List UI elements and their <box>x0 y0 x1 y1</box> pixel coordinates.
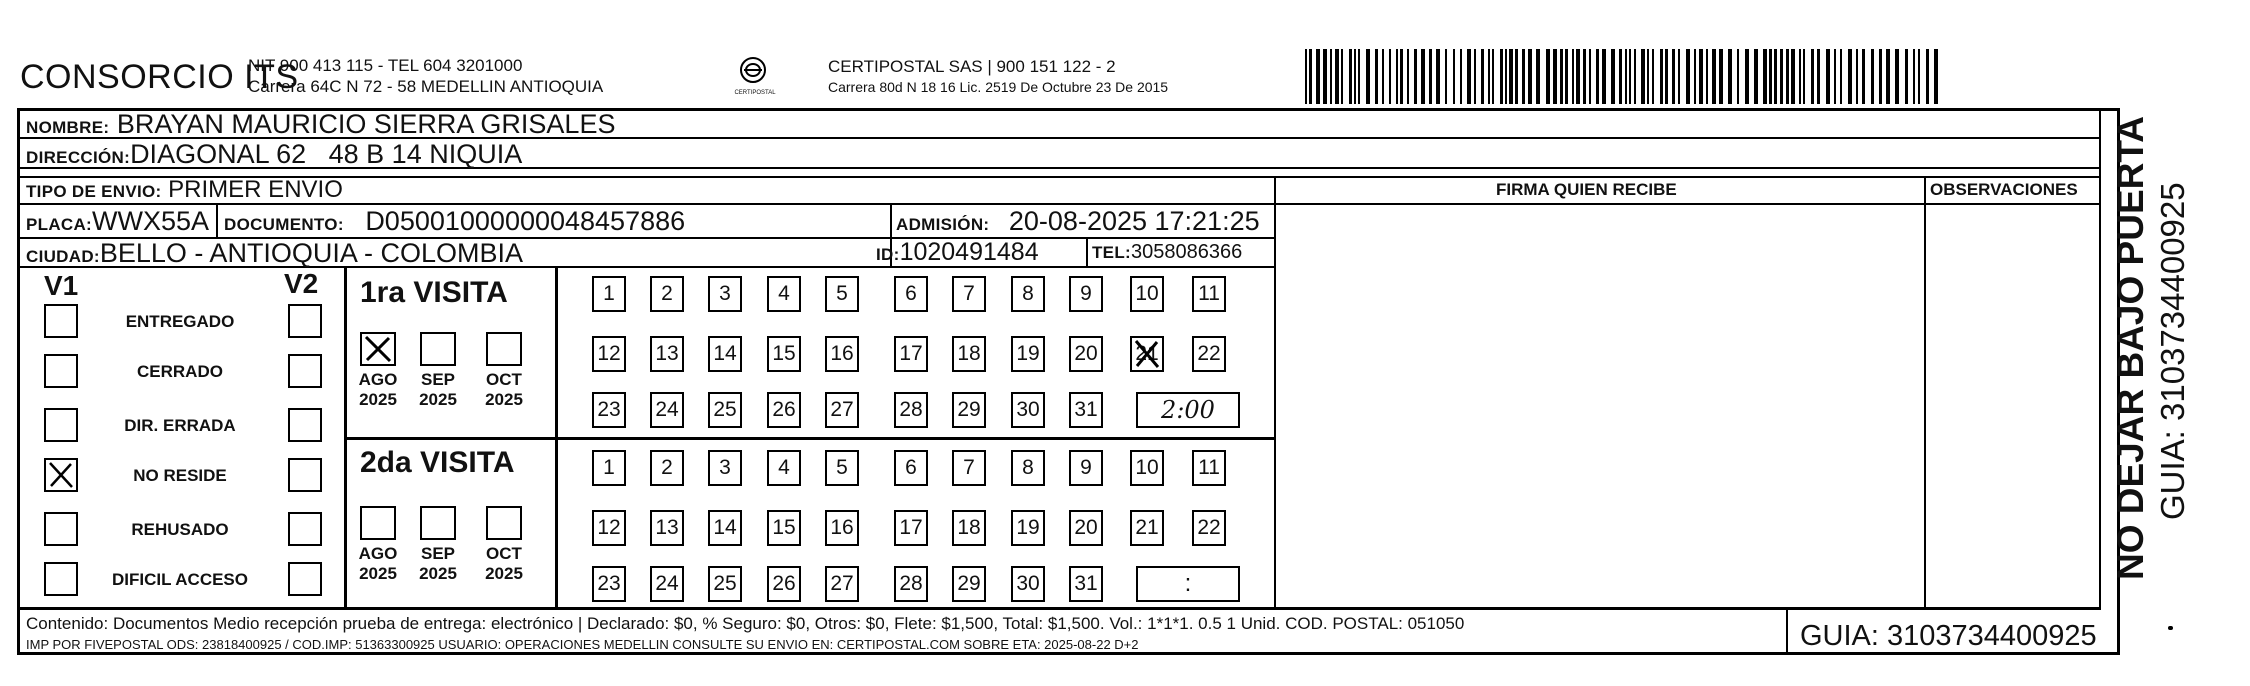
barcode-bar <box>1817 49 1820 104</box>
ciudad-row <box>26 238 523 269</box>
barcode-bar <box>1445 49 1447 104</box>
day-box[interactable]: 6 <box>894 450 928 486</box>
month-name: SEP <box>420 544 456 563</box>
day-box[interactable]: 21 <box>1130 510 1164 546</box>
day-box[interactable]: 1 <box>592 450 626 486</box>
placa-row <box>26 206 209 237</box>
barcode-bar <box>1895 49 1899 104</box>
day-box[interactable]: 4 <box>767 276 801 312</box>
status-label: ENTREGADO <box>125 312 235 331</box>
month-name: OCT <box>486 370 522 389</box>
month-checkbox[interactable] <box>420 506 456 540</box>
day-box[interactable]: 11 <box>1192 276 1226 312</box>
barcode-bar <box>1737 49 1739 104</box>
month-label <box>351 370 405 410</box>
tel-value: 3058086366 <box>1130 241 1243 263</box>
side-guia: GUIA: 3103734400925 <box>2154 182 2191 520</box>
address-line: Carrera 64C N 72 - 58 MEDELLIN ANTIOQUIA <box>248 77 604 96</box>
v2-header: V2 <box>284 268 319 299</box>
barcode-bar <box>1553 49 1557 104</box>
day-box[interactable]: 8 <box>1011 276 1045 312</box>
v1-checkbox[interactable] <box>44 512 78 546</box>
barcode-bar <box>1879 49 1882 104</box>
day-box[interactable]: 23 <box>592 566 626 602</box>
day-box[interactable]: 5 <box>825 276 859 312</box>
day-box[interactable]: 10 <box>1130 276 1164 312</box>
time-box[interactable]: 2:00 <box>1136 392 1240 428</box>
admision-value: 20-08-2025 17:21:25 <box>1008 206 1260 236</box>
barcode-bar <box>1589 49 1591 104</box>
visit2-title: 2da VISITA <box>360 446 515 479</box>
company-name: CONSORCIO ITS <box>20 58 299 96</box>
month-name: SEP <box>420 370 456 389</box>
barcode-bar <box>1634 49 1636 104</box>
day-box[interactable]: 4 <box>767 450 801 486</box>
v1-checkbox[interactable] <box>44 562 78 596</box>
month-checkbox[interactable] <box>486 506 522 540</box>
day-box[interactable]: 2 <box>650 276 684 312</box>
barcode-bar <box>1611 49 1615 104</box>
barcode-bar <box>1799 49 1801 104</box>
day-box[interactable]: 20 <box>1069 336 1103 372</box>
barcode-bar <box>1678 49 1680 104</box>
month-checkbox[interactable] <box>420 332 456 366</box>
v1-checkbox[interactable] <box>44 458 78 492</box>
month-name: OCT <box>486 544 522 563</box>
day-box[interactable]: 30 <box>1011 566 1045 602</box>
day-box[interactable]: 7 <box>952 450 986 486</box>
barcode-bar <box>1565 49 1568 104</box>
time-box[interactable]: : <box>1136 566 1240 602</box>
day-box[interactable]: 5 <box>825 450 859 486</box>
barcode-bar <box>1596 49 1599 104</box>
barcode-bar <box>1699 49 1703 104</box>
barcode-bar <box>1918 49 1920 104</box>
barcode-bar <box>1774 49 1777 104</box>
day-box[interactable]: 14 <box>708 336 742 372</box>
barcode-bar <box>1366 49 1370 104</box>
x-mark-icon <box>1132 338 1162 370</box>
footer-contents: Contenido: Documentos Medio recepción prueba de entrega: electrónico | Declarado: $0, % Seguro: $0, Otros: $0, Flete: $1,500, Total: $1,500. Vol.: 1*1*1. 0.5 1 Unid. COD. POSTAL: 051050 <box>26 614 1465 633</box>
barcode-bar <box>1913 49 1915 104</box>
barcode-bar <box>1396 49 1398 104</box>
barcode-bar <box>1728 49 1732 104</box>
v1-checkbox[interactable] <box>44 408 78 442</box>
barcode-bar <box>1323 49 1327 104</box>
barcode-bar <box>1400 49 1403 104</box>
barcode-bar <box>1629 49 1631 104</box>
day-box[interactable]: 18 <box>952 510 986 546</box>
barcode-bar <box>1488 49 1490 104</box>
day-box[interactable]: 19 <box>1011 336 1045 372</box>
day-box[interactable]: 3 <box>708 450 742 486</box>
month-name: AGO <box>358 544 398 563</box>
barcode-bar <box>1341 49 1343 104</box>
barcode-bar <box>1694 49 1696 104</box>
no-dejar-warning: NO DEJAR BAJO PUERTA <box>2110 116 2151 580</box>
documento-value: D05001000000048457886 <box>365 206 686 236</box>
barcode-bar <box>1509 49 1513 104</box>
barcode-bar <box>1528 49 1532 104</box>
day-box[interactable]: 8 <box>1011 450 1045 486</box>
barcode-bar <box>1316 49 1320 104</box>
barcode-bar <box>1763 49 1767 104</box>
month-checkbox[interactable] <box>360 332 396 366</box>
documento-label: DOCUMENTO: <box>224 215 344 234</box>
month-checkbox[interactable] <box>486 332 522 366</box>
barcode-bar <box>1754 49 1758 104</box>
barcode-bar <box>1572 49 1574 104</box>
firma-header: FIRMA QUIEN RECIBE <box>1496 180 1677 199</box>
day-box[interactable]: 30 <box>1011 392 1045 428</box>
barcode-bar <box>1481 49 1484 104</box>
barcode-bar <box>1780 49 1783 104</box>
barcode-bar <box>1407 49 1409 104</box>
admision-label: ADMISIÓN: <box>896 215 990 234</box>
v2-checkbox[interactable] <box>288 458 322 492</box>
nombre-value: BRAYAN MAURICIO SIERRA GRISALES <box>116 109 616 139</box>
v2-checkbox[interactable] <box>288 408 322 442</box>
barcode-bar <box>1330 49 1332 104</box>
day-box[interactable]: 3 <box>708 276 742 312</box>
barcode-bar <box>1840 49 1842 104</box>
month-label <box>477 370 531 410</box>
day-box[interactable]: 12 <box>592 336 626 372</box>
day-box[interactable]: 17 <box>894 336 928 372</box>
status-label: DIFICIL ACCESO <box>111 570 248 589</box>
barcode-bar <box>1786 49 1789 104</box>
barcode-bar <box>1811 49 1814 104</box>
license-line: Carrera 80d N 18 16 Lic. 2519 De Octubre 23 De 2015 <box>828 79 1169 95</box>
day-box[interactable]: 27 <box>825 566 859 602</box>
day-box[interactable]: 17 <box>894 510 928 546</box>
barcode-bar <box>1492 49 1494 104</box>
day-box[interactable]: 25 <box>708 566 742 602</box>
tipo-label: TIPO DE ENVIO: <box>26 182 162 201</box>
barcode-bar <box>1672 49 1675 104</box>
barcode-bar <box>1625 49 1627 104</box>
day-box[interactable]: 12 <box>592 510 626 546</box>
day-box[interactable]: 16 <box>825 336 859 372</box>
day-box[interactable]: 25 <box>708 392 742 428</box>
day-box[interactable]: 28 <box>894 392 928 428</box>
direccion-label: DIRECCIÓN: <box>26 148 131 167</box>
barcode-bar <box>1382 49 1384 104</box>
barcode-bar <box>1460 49 1462 104</box>
v2-checkbox[interactable] <box>288 512 322 546</box>
footer-imp: IMP POR FIVEPOSTAL ODS: 23818400925 / COD.IMP: 51363300925 USUARIO: OPERACIONES MEDELLIN CONSULTE SU ENVIO EN: CERTIPOSTAL.COM SOBRE ETA: 2025-08-22 D+2 <box>26 637 1139 652</box>
barcode-bar <box>1641 49 1645 104</box>
id-value: 1020491484 <box>899 238 1039 266</box>
barcode-bar <box>1834 49 1836 104</box>
day-box[interactable]: 7 <box>952 276 986 312</box>
barcode-bar <box>1619 49 1622 104</box>
barcode-bar <box>1848 49 1852 104</box>
company-contact <box>248 55 603 97</box>
day-box[interactable]: 14 <box>708 510 742 546</box>
barcode-bar <box>1856 49 1858 104</box>
barcode-bar <box>1652 49 1654 104</box>
barcode-bar <box>1712 49 1716 104</box>
status-label: CERRADO <box>137 362 223 381</box>
x-mark-icon <box>46 460 76 490</box>
day-box[interactable]: 18 <box>952 336 986 372</box>
status-label: NO RESIDE <box>133 466 227 485</box>
day-box[interactable]: 16 <box>825 510 859 546</box>
month-label <box>411 370 465 410</box>
barcode-bar <box>1421 49 1425 104</box>
month-year: 2025 <box>419 564 457 583</box>
v2-checkbox[interactable] <box>288 354 322 388</box>
barcode-bar <box>1583 49 1586 104</box>
tipo-value: PRIMER ENVIO <box>168 176 343 203</box>
nombre-label: NOMBRE: <box>26 118 110 137</box>
barcode-bar <box>1305 49 1307 104</box>
certipostal-logo <box>730 54 776 94</box>
logo-caption: CERTIPOSTAL <box>734 90 776 96</box>
barcode-bar <box>1453 49 1455 104</box>
observaciones-header: OBSERVACIONES <box>1930 180 2078 199</box>
day-box[interactable]: 9 <box>1069 276 1103 312</box>
day-box[interactable] <box>1130 336 1164 372</box>
documento-row <box>224 206 685 237</box>
tel-row <box>1092 241 1242 264</box>
month-year: 2025 <box>359 390 397 409</box>
barcode-bar <box>1791 49 1795 104</box>
v2-checkbox[interactable] <box>288 304 322 338</box>
barcode-bar <box>1349 49 1352 104</box>
v1-checkbox[interactable] <box>44 354 78 388</box>
barcode-bar <box>1686 49 1690 104</box>
month-year: 2025 <box>419 390 457 409</box>
placa-value: WWX55A <box>92 206 210 236</box>
nombre-row <box>26 109 615 140</box>
barcode-bar <box>1719 49 1723 104</box>
barcode-bar <box>1546 49 1550 104</box>
day-box[interactable]: 31 <box>1069 392 1103 428</box>
day-box[interactable]: 6 <box>894 276 928 312</box>
barcode-bar <box>1375 49 1378 104</box>
barcode-bar <box>1500 49 1503 104</box>
barcode-bar <box>1467 49 1471 104</box>
barcode-bar <box>1505 49 1507 104</box>
month-label <box>351 544 405 584</box>
x-mark-icon <box>362 334 394 364</box>
day-box[interactable]: 10 <box>1130 450 1164 486</box>
day-box[interactable]: 9 <box>1069 450 1103 486</box>
barcode-bar <box>1926 49 1929 104</box>
barcode-bar <box>1358 49 1360 104</box>
nit-line: NIT 900 413 115 - TEL 604 3201000 <box>248 56 523 75</box>
day-box[interactable]: 31 <box>1069 566 1103 602</box>
v1-header: V1 <box>44 270 79 301</box>
barcode-bar <box>1536 49 1540 104</box>
barcode <box>1305 49 1941 104</box>
month-checkbox[interactable] <box>360 506 396 540</box>
day-box[interactable]: 24 <box>650 392 684 428</box>
day-box[interactable]: 13 <box>650 336 684 372</box>
barcode-bar <box>1429 49 1432 104</box>
day-box[interactable]: 15 <box>767 510 801 546</box>
barcode-bar <box>1576 49 1580 104</box>
status-label: REHUSADO <box>131 520 229 539</box>
barcode-bar <box>1745 49 1749 104</box>
day-box[interactable]: 15 <box>767 336 801 372</box>
ciudad-label: CIUDAD: <box>26 247 100 266</box>
id-label: ID: <box>876 245 900 264</box>
day-box[interactable]: 22 <box>1192 336 1226 372</box>
barcode-bar <box>1826 49 1830 104</box>
month-label <box>477 544 531 584</box>
day-box[interactable]: 1 <box>592 276 626 312</box>
day-box[interactable]: 27 <box>825 392 859 428</box>
barcode-bar <box>1803 49 1805 104</box>
barcode-bar <box>1309 49 1312 104</box>
admision-row <box>896 206 1260 237</box>
barcode-bar <box>1934 49 1938 104</box>
month-year: 2025 <box>485 564 523 583</box>
month-label <box>411 544 465 584</box>
day-box[interactable]: 24 <box>650 566 684 602</box>
month-name: AGO <box>358 370 398 389</box>
day-box[interactable]: 29 <box>952 392 986 428</box>
month-year: 2025 <box>359 564 397 583</box>
tel-label: TEL: <box>1092 243 1131 262</box>
barcode-bar <box>1389 49 1391 104</box>
barcode-bar <box>1522 49 1525 104</box>
day-box[interactable]: 20 <box>1069 510 1103 546</box>
tipo-row <box>26 176 343 204</box>
barcode-bar <box>1560 49 1563 104</box>
certipostal-info <box>828 56 1168 98</box>
barcode-bar <box>1474 49 1476 104</box>
v1-checkbox[interactable] <box>44 304 78 338</box>
day-box[interactable]: 28 <box>894 566 928 602</box>
barcode-bar <box>1706 49 1708 104</box>
barcode-bar <box>1886 49 1890 104</box>
day-box[interactable]: 2 <box>650 450 684 486</box>
barcode-bar <box>1862 49 1865 104</box>
day-box[interactable]: 23 <box>592 392 626 428</box>
direccion-value: DIAGONAL 62 48 B 14 NIQUIA <box>130 139 523 169</box>
barcode-bar <box>1515 49 1518 104</box>
day-box[interactable]: 11 <box>1192 450 1226 486</box>
footer-guia: GUIA: 3103734400925 <box>1800 620 2097 652</box>
day-box[interactable]: 22 <box>1192 510 1226 546</box>
barcode-bar <box>1354 49 1356 104</box>
direccion-row <box>26 139 522 170</box>
day-box[interactable]: 13 <box>650 510 684 546</box>
barcode-bar <box>1335 49 1339 104</box>
status-label: DIR. ERRADA <box>124 416 236 435</box>
day-box[interactable]: 29 <box>952 566 986 602</box>
visit1-title: 1ra VISITA <box>360 276 508 309</box>
barcode-bar <box>1660 49 1663 104</box>
barcode-bar <box>1665 49 1668 104</box>
id-row <box>876 238 1039 267</box>
day-box[interactable]: 26 <box>767 392 801 428</box>
dot-mark <box>2168 626 2173 630</box>
barcode-bar <box>1647 49 1649 104</box>
barcode-bar <box>1602 49 1606 104</box>
barcode-bar <box>1436 49 1440 104</box>
day-number: 21 <box>1135 342 1159 365</box>
placa-label: PLACA: <box>26 215 93 234</box>
barcode-bar <box>1414 49 1417 104</box>
barcode-bar <box>1905 49 1908 104</box>
ciudad-value: BELLO - ANTIOQUIA - COLOMBIA <box>99 238 523 268</box>
v2-checkbox[interactable] <box>288 562 322 596</box>
barcode-bar <box>1871 49 1874 104</box>
barcode-bar <box>1769 49 1772 104</box>
day-box[interactable]: 19 <box>1011 510 1045 546</box>
certipostal-line: CERTIPOSTAL SAS | 900 151 122 - 2 <box>828 57 1116 76</box>
day-box[interactable]: 26 <box>767 566 801 602</box>
month-year: 2025 <box>485 390 523 409</box>
